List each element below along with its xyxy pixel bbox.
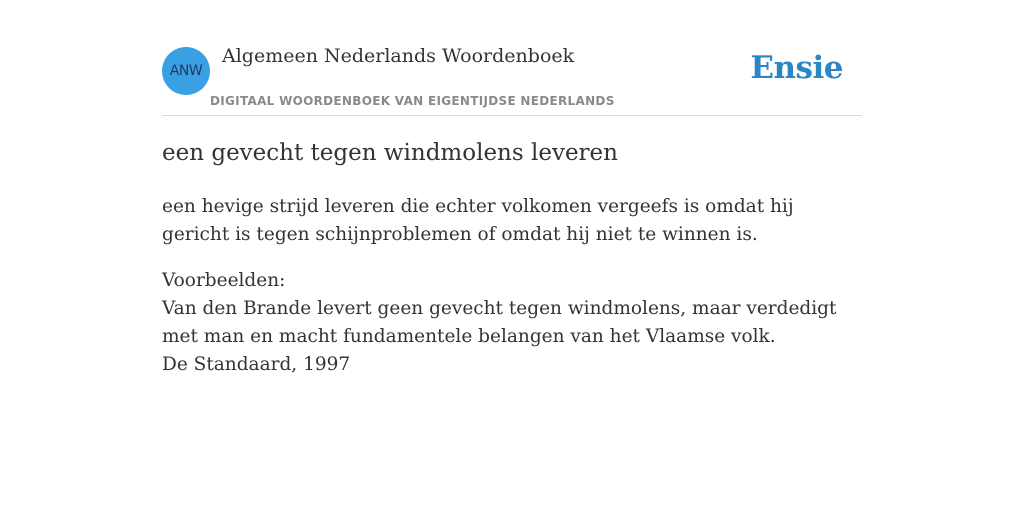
examples-label: Voorbeelden: [162,270,286,291]
site-subtitle: DIGITAAL WOORDENBOEK VAN EIGENTIJDSE NEDERLANDS [210,94,615,108]
entry-examples [162,267,862,379]
entry-headword: een gevecht tegen windmolens leveren [162,140,618,166]
site-header [162,0,862,116]
entry-definition: een hevige strijd leveren die echter volkomen vergeefs is omdat hij gericht is tegen schijnproblemen of omdat hij niet te winnen is. [162,196,794,245]
anw-logo[interactable] [162,47,210,95]
content-container [162,0,862,375]
ensie-brand-logo[interactable]: Ensie [750,50,843,86]
anw-logo-text: ANW [169,63,203,79]
example-text: Van den Brande levert geen gevecht tegen windmolens, maar verdedigt met man en macht fundamentele belangen van het Vlaamse volk. [162,298,837,347]
example-source: De Standaard, 1997 [162,354,351,375]
site-title[interactable]: Algemeen Nederlands Woordenboek [222,45,575,67]
